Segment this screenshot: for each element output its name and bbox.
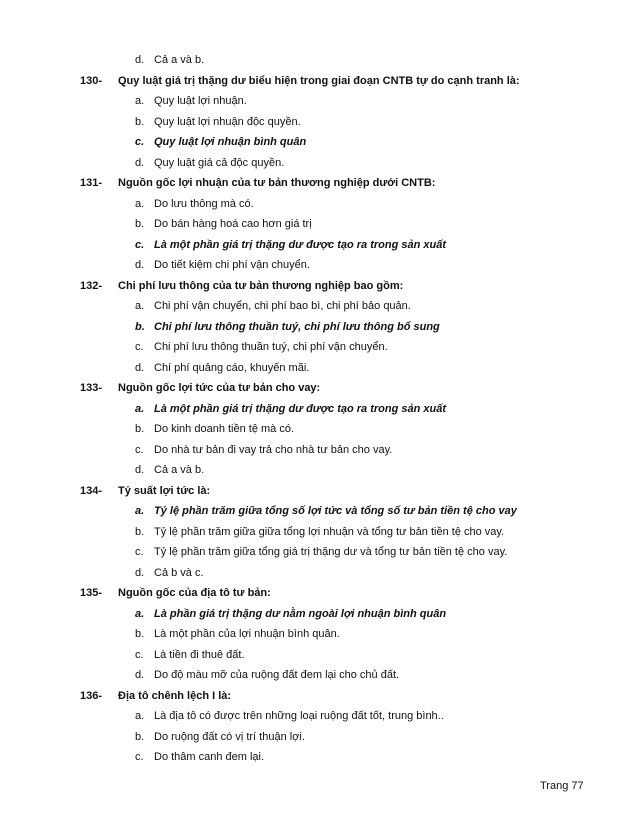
- question-number: 130-: [80, 75, 103, 87]
- option-letter: b.: [135, 731, 145, 743]
- question-number: 136-: [80, 690, 103, 702]
- answer-option-correct: Quy luật lợi nhuận bình quân: [154, 136, 307, 148]
- answer-option: Do bán hàng hoá cao hơn giá trị: [154, 218, 312, 230]
- answer-option: Chí phí quảng cáo, khuyến mãi.: [154, 362, 310, 374]
- option-letter: a.: [135, 403, 145, 415]
- answer-option: Tỷ lệ phần trăm giữa giữa tổng lợi nhuận và tổng tư bản tiền tệ cho vay.: [154, 526, 505, 538]
- answer-option: Cả a và b.: [154, 464, 205, 476]
- question-text: Địa tô chênh lệch I là:: [118, 690, 232, 702]
- question-text: Quy luật giá trị thặng dư biểu hiện trong giai đoạn CNTB tự do cạnh tranh là:: [118, 75, 520, 87]
- answer-option: Cả a và b.: [154, 54, 205, 66]
- question-text: Nguồn gốc lợi nhuận của tư bản thương nghiệp dưới CNTB:: [118, 177, 436, 189]
- answer-option: Chi phí vận chuyển, chi phí bao bì, chi phí bảo quản.: [154, 300, 411, 312]
- answer-option: Do thâm canh đem lại.: [154, 751, 265, 763]
- option-letter: a.: [135, 198, 145, 210]
- question-number: 134-: [80, 485, 103, 497]
- answer-option: Quy luật lợi nhuận.: [154, 95, 247, 107]
- option-letter: a.: [135, 505, 145, 517]
- answer-option: Cả b và c.: [154, 567, 204, 579]
- option-letter: b.: [135, 321, 145, 333]
- answer-option: Do độ màu mỡ của ruộng đất đem lại cho chủ đất.: [154, 669, 400, 681]
- option-letter: a.: [135, 608, 145, 620]
- option-letter: c.: [135, 546, 144, 558]
- option-letter: d.: [135, 464, 145, 476]
- option-letter: a.: [135, 300, 145, 312]
- question-text: Nguồn gốc lợi tức của tư bản cho vay:: [118, 382, 321, 394]
- answer-option: Do lưu thông mà có.: [154, 198, 254, 210]
- option-letter: d.: [135, 259, 145, 271]
- question-number: 135-: [80, 587, 103, 599]
- option-letter: a.: [135, 710, 145, 722]
- question-text: Tỷ suất lợi tức là:: [118, 485, 211, 497]
- answer-option-correct: Tỷ lệ phần trăm giữa tổng số lợi tức và tổng số tư bản tiền tệ cho vay: [154, 505, 517, 517]
- question-text: Nguồn gốc của địa tô tư bản:: [118, 587, 271, 599]
- option-letter: c.: [135, 444, 144, 456]
- option-letter: c.: [135, 649, 144, 661]
- answer-option: Là một phần của lợi nhuận bình quân.: [154, 628, 340, 640]
- option-letter: b.: [135, 526, 145, 538]
- option-letter: b.: [135, 218, 145, 230]
- answer-option-correct: Chi phí lưu thông thuần tuý, chi phí lưu thông bổ sung: [154, 321, 440, 333]
- answer-option: Là tiền đi thuê đất.: [154, 649, 245, 661]
- option-letter: c.: [135, 136, 145, 148]
- option-letter: d.: [135, 362, 145, 374]
- option-letter: c.: [135, 341, 144, 353]
- option-letter: d.: [135, 157, 145, 169]
- answer-option: Do nhà tư bản đi vay trả cho nhà tư bản cho vay.: [154, 444, 393, 456]
- option-letter: b.: [135, 628, 145, 640]
- answer-option: Do ruộng đất có vị trí thuận lợi.: [154, 731, 305, 743]
- question-number: 132-: [80, 280, 103, 292]
- answer-option-correct: Là phần giá trị thặng dư nằm ngoài lợi nhuận bình quân: [154, 608, 447, 620]
- answer-option-correct: Là một phần giá trị thặng dư được tạo ra trong sản xuất: [154, 239, 446, 251]
- answer-option: Là địa tô có được trên những loại ruộng đất tốt, trung bình..: [154, 710, 444, 722]
- option-letter: d.: [135, 669, 145, 681]
- answer-option: Tỷ lệ phần trăm giữa tổng giá trị thặng dư và tổng tư bản tiền tệ cho vay.: [154, 546, 508, 558]
- answer-option: Do tiết kiệm chi phí vận chuyển.: [154, 259, 310, 271]
- answer-option: Chi phí lưu thông thuần tuý, chi phí vận chuyển.: [154, 341, 388, 353]
- option-letter: c.: [135, 239, 145, 251]
- answer-option: Quy luật lợi nhuận độc quyền.: [154, 116, 301, 128]
- option-letter: d.: [135, 54, 145, 66]
- option-letter: a.: [135, 95, 145, 107]
- option-letter: c.: [135, 751, 144, 763]
- answer-option: Quy luật giá cả độc quyền.: [154, 157, 285, 169]
- option-letter: b.: [135, 116, 145, 128]
- question-number: 133-: [80, 382, 103, 394]
- answer-option-correct: Là một phần giá trị thặng dư được tạo ra trong sản xuất: [154, 403, 446, 415]
- answer-option: Do kinh doanh tiền tệ mà có.: [154, 423, 295, 435]
- option-letter: d.: [135, 567, 145, 579]
- page-number: Trang 77: [540, 780, 584, 792]
- question-number: 131-: [80, 177, 103, 189]
- question-text: Chi phí lưu thông của tư bản thương nghiệp bao gồm:: [118, 280, 404, 292]
- option-letter: b.: [135, 423, 145, 435]
